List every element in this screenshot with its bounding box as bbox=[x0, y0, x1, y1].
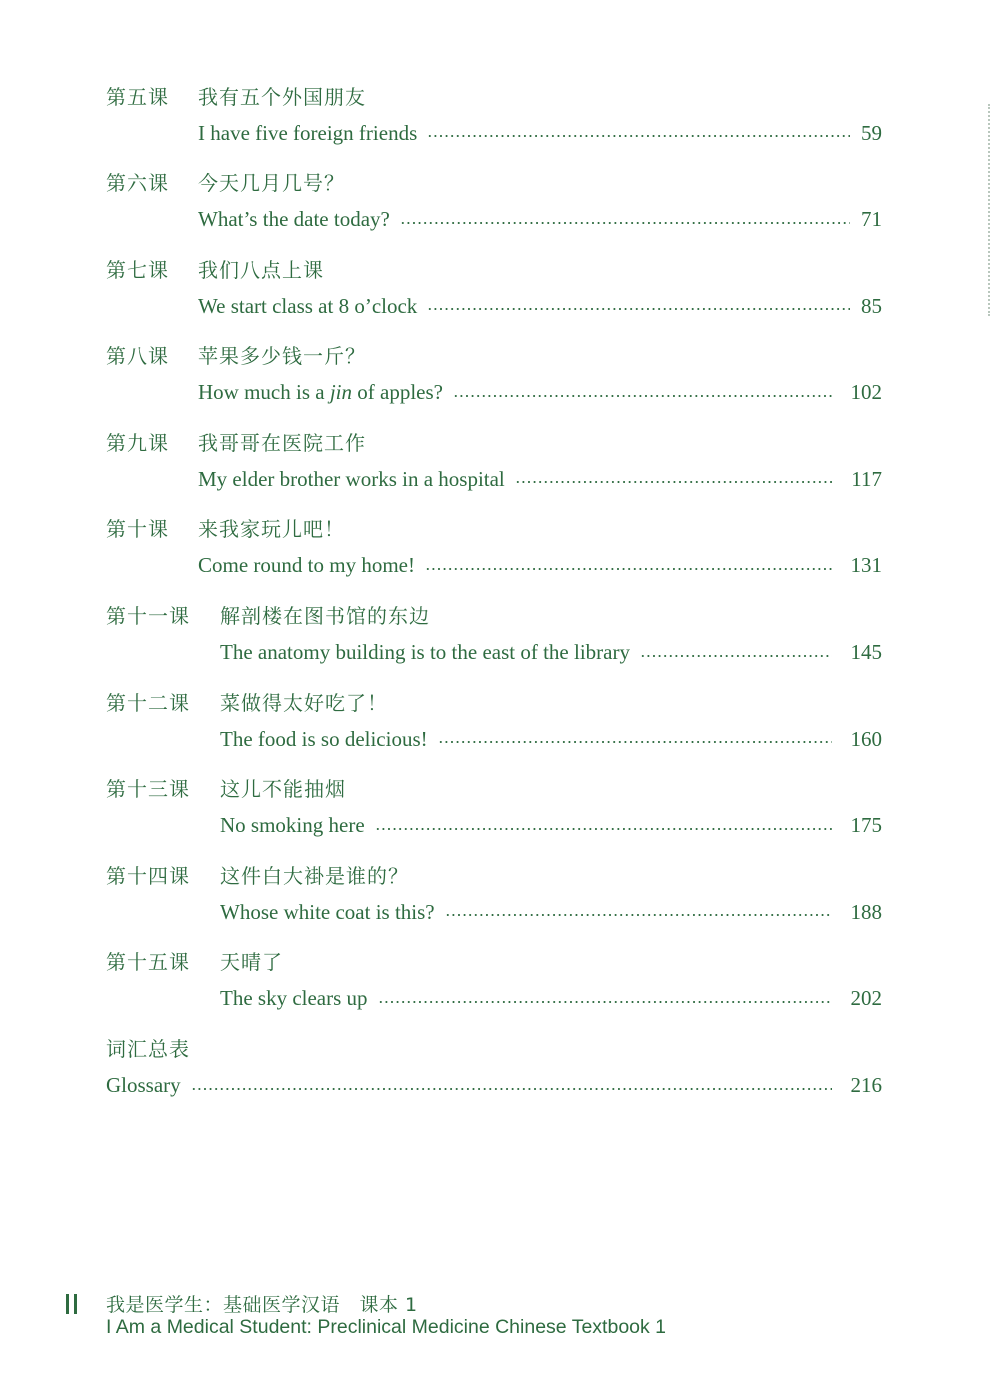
toc-en-line[interactable] bbox=[220, 638, 882, 668]
toc-en-line[interactable] bbox=[220, 724, 882, 754]
lesson-number: 第十一课 bbox=[106, 604, 190, 629]
lesson-title-zh: 我有五个外国朋友 bbox=[198, 84, 366, 109]
toc-en-line[interactable] bbox=[220, 984, 882, 1014]
dot-leader bbox=[375, 828, 832, 830]
toc-entry-lesson-7 bbox=[106, 251, 882, 338]
toc-entry-glossary bbox=[106, 1031, 882, 1118]
lesson-number: 第十五课 bbox=[106, 950, 190, 975]
dot-leader bbox=[453, 395, 832, 397]
dot-leader bbox=[640, 655, 832, 657]
lesson-number: 第八课 bbox=[106, 344, 169, 369]
lesson-number: 第十二课 bbox=[106, 690, 190, 715]
lesson-title-en: Whose white coat is this? bbox=[220, 899, 435, 924]
dot-leader bbox=[445, 914, 832, 916]
page-number: 175 bbox=[850, 813, 882, 838]
page-number: 102 bbox=[850, 380, 882, 405]
lesson-number: 第五课 bbox=[106, 84, 169, 109]
glossary-title-en: Glossary bbox=[106, 1073, 181, 1098]
lesson-title-en: I have five foreign friends bbox=[198, 120, 418, 145]
toc-en-line[interactable] bbox=[198, 464, 882, 494]
book-title-zh: 我是医学生：基础医学汉语 课本 1 bbox=[106, 1294, 418, 1316]
lesson-title-zh: 菜做得太好吃了！ bbox=[220, 690, 388, 715]
lesson-title-en: No smoking here bbox=[220, 813, 365, 838]
page-number: 117 bbox=[851, 466, 882, 491]
page-number: 160 bbox=[850, 726, 882, 751]
page-footer bbox=[64, 1288, 764, 1348]
page-number: 216 bbox=[850, 1073, 882, 1098]
toc-zh-line bbox=[106, 253, 324, 283]
toc-en-line[interactable] bbox=[198, 118, 882, 148]
pinyin-term: jin bbox=[329, 380, 352, 405]
lesson-title-zh: 天晴了 bbox=[220, 950, 283, 975]
dot-leader bbox=[515, 481, 832, 483]
toc-entry-lesson-12 bbox=[106, 684, 882, 771]
toc-zh-line bbox=[106, 946, 283, 976]
toc-entry-lesson-11 bbox=[106, 598, 882, 685]
lesson-title-zh: 解剖楼在图书馆的东边 bbox=[220, 604, 430, 629]
lesson-number: 第七课 bbox=[106, 257, 169, 282]
lesson-title-zh: 这件白大褂是谁的？ bbox=[220, 863, 409, 888]
lesson-title-en: The food is so delicious! bbox=[220, 726, 428, 751]
glossary-title-zh: 词汇总表 bbox=[106, 1037, 190, 1062]
dot-leader bbox=[378, 1001, 832, 1003]
lesson-title-zh: 我们八点上课 bbox=[198, 257, 324, 282]
toc-zh-line bbox=[106, 686, 388, 716]
toc-zh-line bbox=[106, 1033, 190, 1063]
toc-zh-line bbox=[106, 513, 345, 543]
lesson-title-en bbox=[198, 380, 453, 405]
page-number: 71 bbox=[861, 207, 882, 232]
toc-en-line[interactable] bbox=[220, 811, 882, 841]
toc-entry-lesson-8 bbox=[106, 338, 882, 425]
page-numeral bbox=[64, 1294, 82, 1314]
toc-zh-line bbox=[106, 773, 346, 803]
dot-leader bbox=[191, 1088, 832, 1090]
page-number: 85 bbox=[861, 293, 882, 318]
page-edge-marker bbox=[988, 104, 994, 316]
toc-zh-line bbox=[106, 600, 430, 630]
page-number: 188 bbox=[850, 899, 882, 924]
table-of-contents bbox=[106, 78, 882, 1117]
lesson-title-zh: 这儿不能抽烟 bbox=[220, 777, 346, 802]
toc-entry-lesson-10 bbox=[106, 511, 882, 598]
toc-entry-lesson-9 bbox=[106, 424, 882, 511]
lesson-number: 第十三课 bbox=[106, 777, 190, 802]
page-number: 131 bbox=[850, 553, 882, 578]
toc-entry-lesson-15 bbox=[106, 944, 882, 1031]
toc-zh-line bbox=[106, 859, 409, 889]
dot-leader bbox=[425, 568, 832, 570]
toc-en-line[interactable] bbox=[220, 897, 882, 927]
toc-zh-line bbox=[106, 80, 366, 110]
lesson-title-zh: 苹果多少钱一斤？ bbox=[198, 344, 366, 369]
toc-en-line[interactable] bbox=[198, 551, 882, 581]
lesson-title-zh: 今天几月几号？ bbox=[198, 171, 345, 196]
lesson-number: 第十课 bbox=[106, 517, 169, 542]
lesson-title-zh: 我哥哥在医院工作 bbox=[198, 430, 366, 455]
lesson-title-en: What’s the date today? bbox=[198, 207, 390, 232]
lesson-title-en: My elder brother works in a hospital bbox=[198, 466, 505, 491]
toc-en-line[interactable] bbox=[198, 205, 882, 235]
page-number: 59 bbox=[861, 120, 882, 145]
dot-leader bbox=[438, 741, 832, 743]
lesson-number: 第九课 bbox=[106, 430, 169, 455]
toc-zh-line bbox=[106, 167, 345, 197]
lesson-title-en: We start class at 8 o’clock bbox=[198, 293, 418, 318]
book-title-en: I Am a Medical Student: Preclinical Medicine Chinese Textbook 1 bbox=[106, 1316, 667, 1338]
lesson-title-en: Come round to my home! bbox=[198, 553, 415, 578]
page-number: 145 bbox=[850, 640, 882, 665]
toc-entry-lesson-6 bbox=[106, 165, 882, 252]
toc-entry-lesson-13 bbox=[106, 771, 882, 858]
toc-entry-lesson-5 bbox=[106, 78, 882, 165]
toc-zh-line bbox=[106, 426, 366, 456]
page-number: 202 bbox=[850, 986, 882, 1011]
toc-en-line[interactable] bbox=[198, 291, 882, 321]
dot-leader bbox=[427, 308, 850, 310]
title-text-after: of apples? bbox=[352, 380, 443, 405]
lesson-title-en: The anatomy building is to the east of the library bbox=[220, 640, 630, 665]
dot-leader bbox=[427, 135, 850, 137]
lesson-number: 第十四课 bbox=[106, 863, 190, 888]
toc-en-line[interactable] bbox=[106, 1071, 882, 1101]
lesson-title-zh: 来我家玩儿吧！ bbox=[198, 517, 345, 542]
toc-zh-line bbox=[106, 340, 366, 370]
toc-entry-lesson-14 bbox=[106, 857, 882, 944]
title-text-before: How much is a bbox=[198, 380, 330, 405]
lesson-title-en: The sky clears up bbox=[220, 986, 368, 1011]
lesson-number: 第六课 bbox=[106, 171, 169, 196]
dot-leader bbox=[400, 222, 850, 224]
toc-en-line[interactable] bbox=[198, 378, 882, 408]
